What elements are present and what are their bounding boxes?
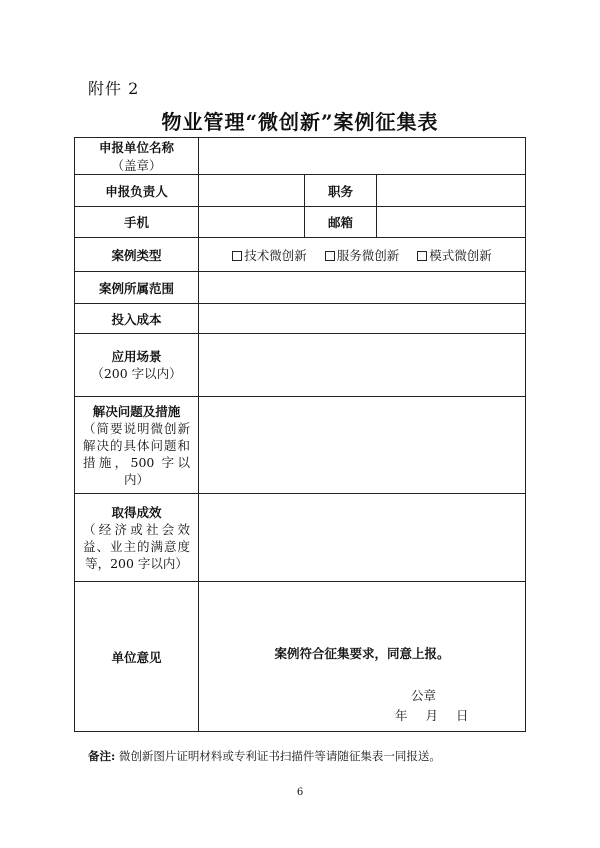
attachment-label: 附件 2 — [88, 79, 140, 98]
opinion-field[interactable] — [199, 582, 526, 732]
option-tech-label: 技术微创新 — [244, 247, 307, 263]
row-opinion — [75, 582, 526, 732]
scenario-limit-note: （200 字以内） — [91, 366, 182, 381]
opinion-label: 单位意见 — [75, 582, 199, 732]
cost-label: 投入成本 — [75, 304, 199, 334]
footnote — [88, 748, 441, 764]
case-form-table — [74, 137, 526, 732]
row-scope — [75, 272, 526, 304]
position-field[interactable] — [377, 175, 526, 207]
email-label: 邮箱 — [305, 207, 377, 238]
row-cost — [75, 304, 526, 334]
row-solution — [75, 397, 526, 494]
unit-name-label-text: 申报单位名称 — [98, 140, 174, 155]
effect-field[interactable] — [199, 494, 526, 582]
option-service-label: 服务微创新 — [336, 247, 400, 263]
effect-label-text: 取得成效 — [111, 504, 162, 520]
phone-label: 手机 — [75, 207, 199, 238]
solution-label — [75, 397, 199, 494]
cost-field[interactable] — [199, 304, 526, 334]
scenario-label — [75, 334, 199, 397]
unit-name-field[interactable] — [199, 138, 526, 175]
effect-limit-note: （经济或社会效益、业主的满意度等，200 字以内） — [83, 521, 190, 571]
row-phone — [75, 207, 526, 238]
phone-field[interactable] — [199, 207, 305, 238]
scenario-label-text: 应用场景 — [111, 349, 162, 364]
scenario-field[interactable] — [199, 334, 526, 397]
leader-field[interactable] — [199, 175, 305, 207]
footnote-label: 备注: — [88, 749, 116, 763]
opinion-statement: 案例符合征集要求，同意上报。 — [274, 646, 450, 661]
scope-label: 案例所属范围 — [75, 272, 199, 304]
option-mode-label: 模式微创新 — [429, 247, 492, 263]
row-case-type — [75, 238, 526, 272]
email-field[interactable] — [377, 207, 526, 238]
option-service[interactable] — [325, 246, 400, 264]
form-title: 物业管理“微创新”案例征集表 — [161, 110, 439, 134]
date-day-label: 日 — [456, 708, 469, 723]
unit-name-label — [75, 138, 199, 175]
case-type-label: 案例类型 — [75, 238, 199, 272]
solution-field[interactable] — [199, 397, 526, 494]
row-leader — [75, 175, 526, 207]
case-type-options — [199, 238, 526, 272]
leader-label: 申报负责人 — [75, 175, 199, 207]
row-scenario — [75, 334, 526, 397]
row-effect — [75, 494, 526, 582]
solution-limit-note: （简要说明微创新解决的具体问题和措施，500 字以内） — [83, 420, 190, 487]
solution-label-text: 解决问题及措施 — [92, 403, 181, 419]
checkbox-icon — [325, 251, 335, 261]
effect-label — [75, 494, 199, 582]
position-label: 职务 — [305, 175, 377, 207]
footnote-text: 微创新图片证明材料或专利证书扫描件等请随征集表一同报送。 — [118, 749, 441, 763]
scope-field[interactable] — [199, 272, 526, 304]
unit-name-seal-note: （盖章） — [111, 158, 162, 173]
date-year-label: 年 — [395, 708, 408, 723]
page-number: 6 — [296, 787, 304, 798]
row-unit-name — [75, 138, 526, 175]
option-mode[interactable] — [417, 246, 492, 264]
checkbox-icon — [417, 251, 427, 261]
option-tech[interactable] — [232, 246, 307, 264]
opinion-date — [395, 706, 469, 724]
checkbox-icon — [232, 251, 242, 261]
date-month-label: 月 — [425, 708, 439, 723]
official-seal-label: 公章 — [411, 688, 437, 703]
